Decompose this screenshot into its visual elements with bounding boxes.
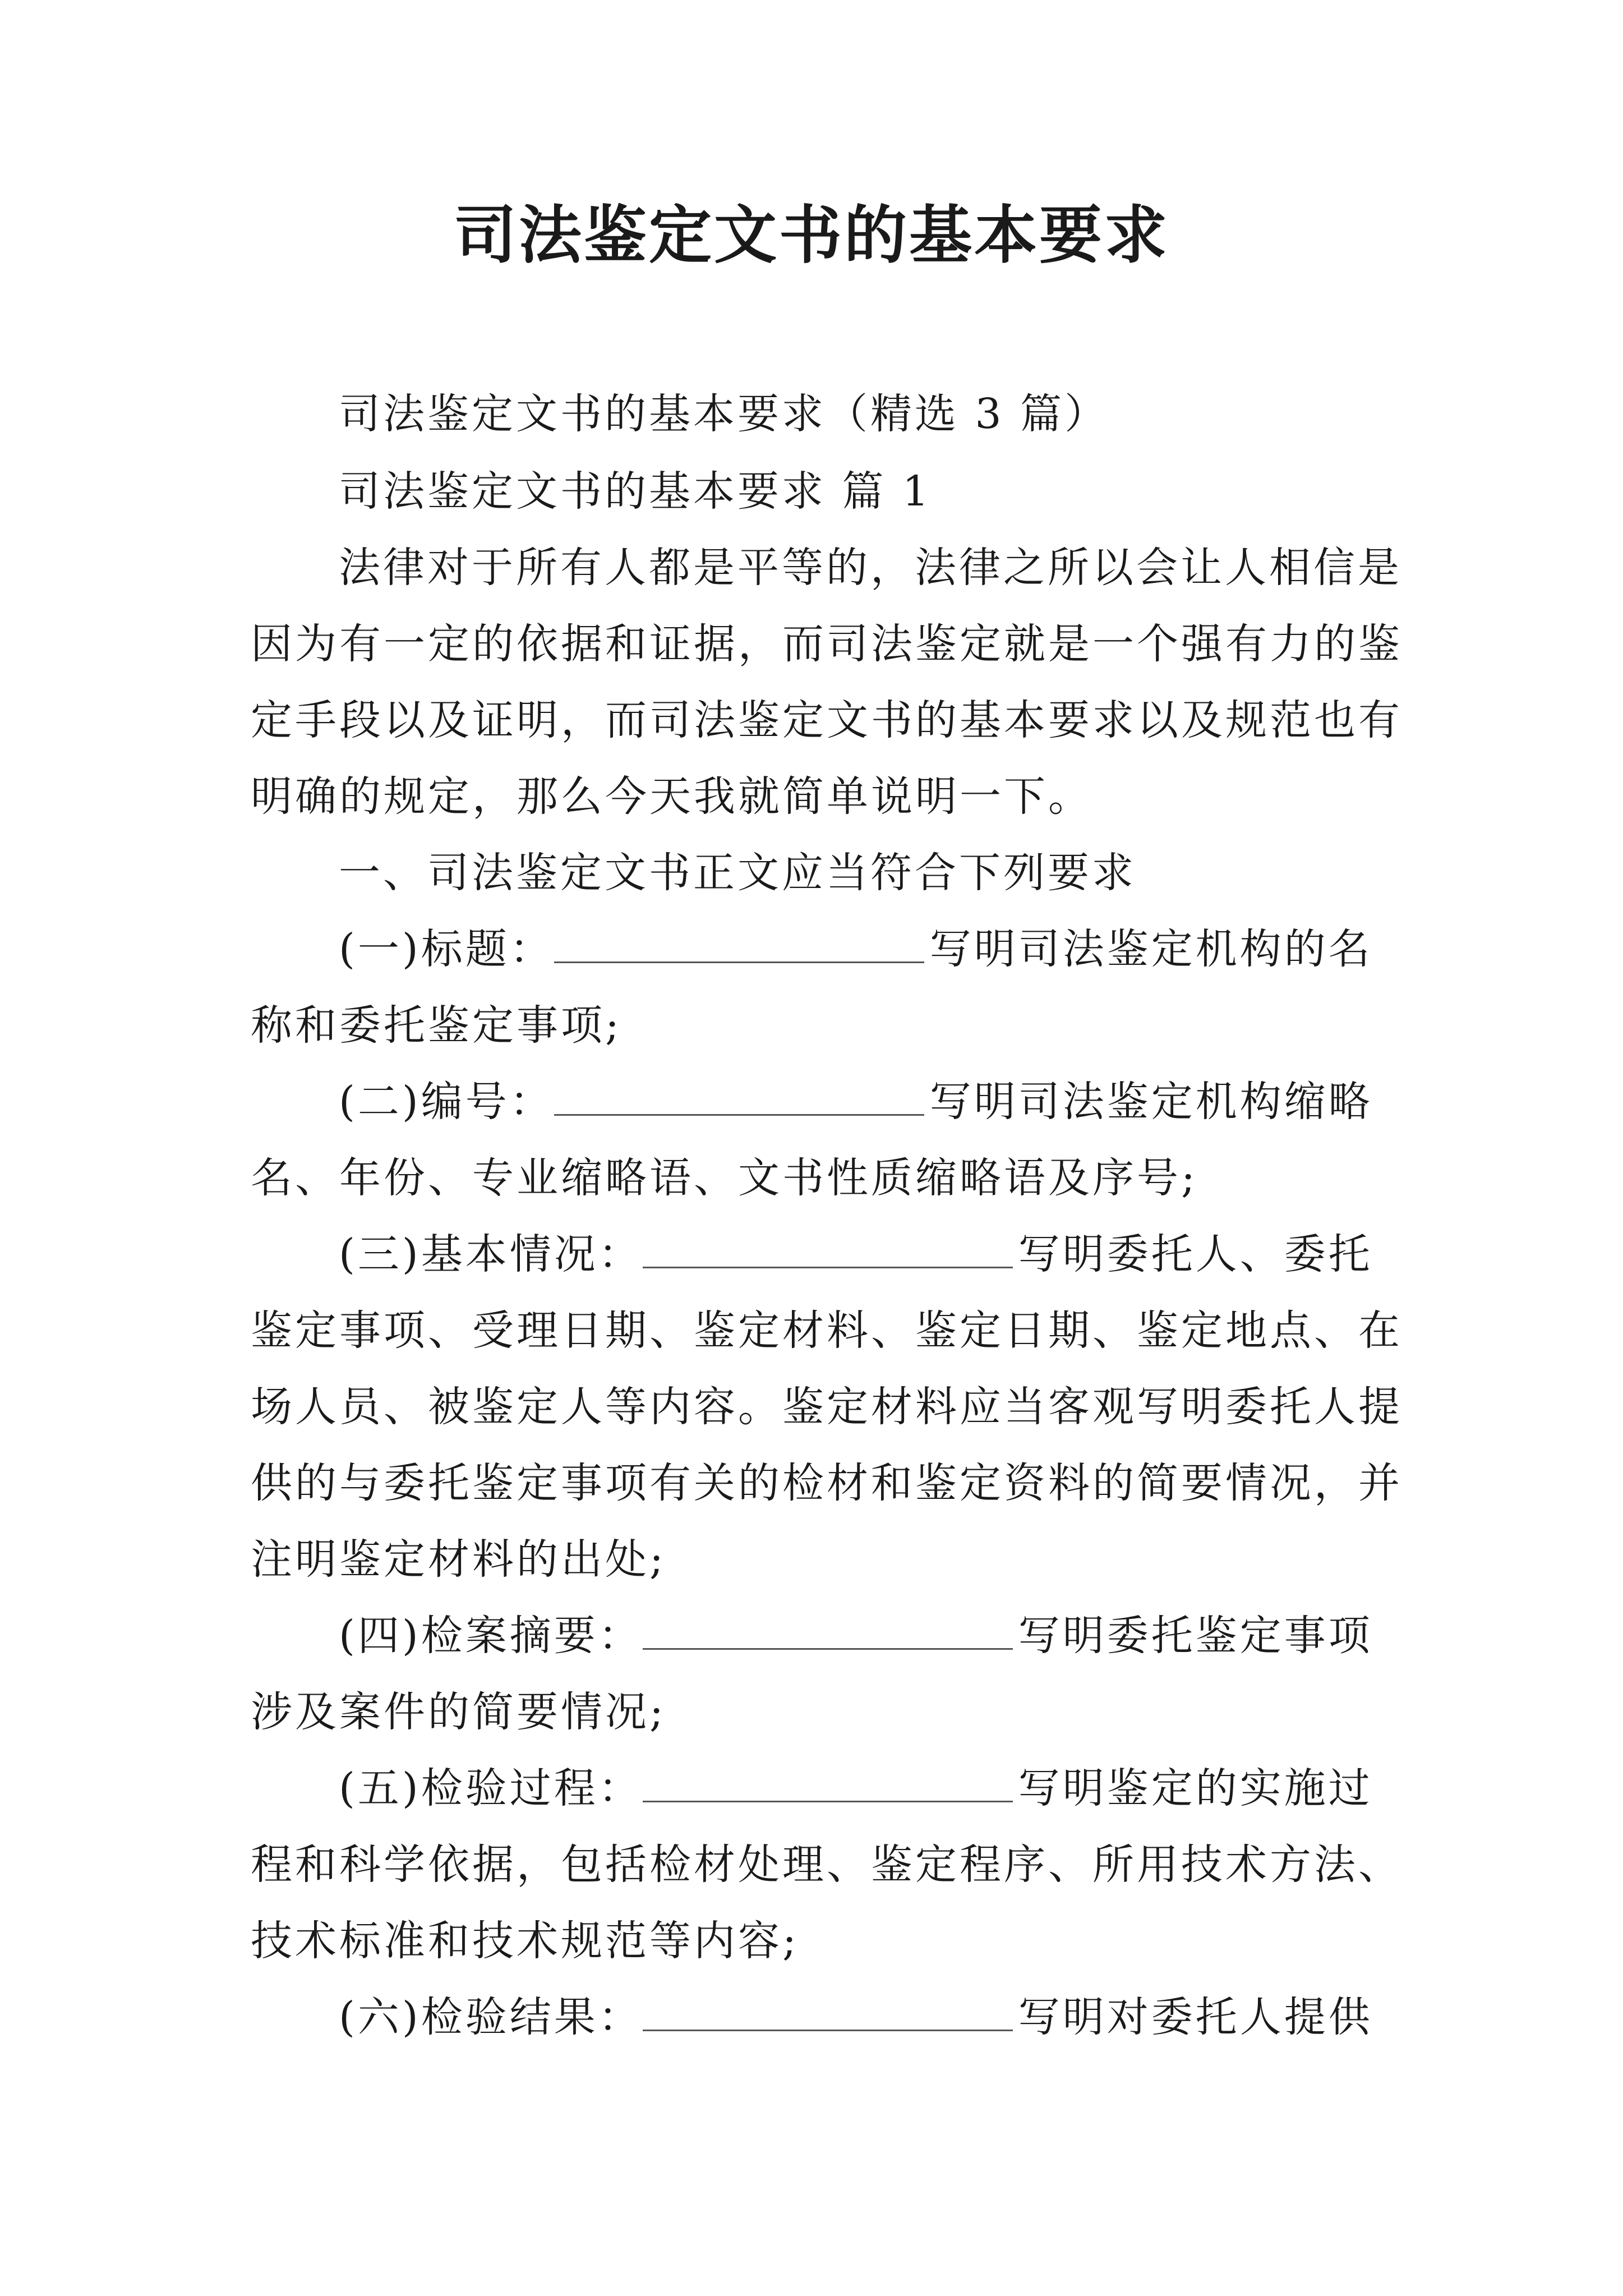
item-continuation: 称和委托鉴定事项;	[251, 1001, 622, 1050]
item-text: 写明对委托人提供	[1018, 1993, 1373, 2041]
intro-line: 因为有一定的依据和证据，而司法鉴定就是一个强有力的鉴	[251, 620, 1403, 668]
list-item	[339, 1760, 1373, 1816]
intro-line: 明确的规定，那么今天我就简单说明一下。	[251, 772, 1092, 821]
item-continuation: 注明鉴定材料的出处;	[251, 1535, 666, 1584]
item-text: 写明鉴定的实施过	[1018, 1764, 1373, 1812]
list-item	[339, 1074, 1373, 1130]
item-label: (五)检验过程：	[339, 1764, 643, 1812]
item-label: (二)编号：	[339, 1078, 554, 1126]
fill-in-blank	[643, 1614, 1013, 1650]
list-item	[339, 921, 1373, 977]
list-item	[339, 1989, 1373, 2045]
list-item	[339, 1226, 1373, 1282]
intro-line: 定手段以及证明，而司法鉴定文书的基本要求以及规范也有	[251, 696, 1403, 744]
fill-in-blank	[643, 1233, 1013, 1268]
item-text: 写明司法鉴定机构的名	[929, 925, 1373, 973]
item-continuation: 场人员、被鉴定人等内容。鉴定材料应当客观写明委托人提	[251, 1383, 1403, 1431]
item-label: (三)基本情况：	[339, 1230, 643, 1278]
list-item	[339, 1608, 1373, 1664]
item-continuation: 技术标准和技术规范等内容;	[251, 1917, 799, 1965]
intro-line: 法律对于所有人都是平等的，法律之所以会让人相信是	[339, 544, 1402, 592]
item-label: (六)检验结果：	[339, 1993, 643, 2041]
item-label: (一)标题：	[339, 925, 554, 973]
item-label: (四)检案摘要：	[339, 1612, 643, 1660]
item-text: 写明司法鉴定机构缩略	[929, 1078, 1373, 1126]
fill-in-blank	[554, 1080, 924, 1116]
fill-in-blank	[643, 1767, 1013, 1802]
fill-in-blank	[554, 928, 924, 963]
item-text: 写明委托鉴定事项	[1018, 1612, 1373, 1660]
section-heading: 一、司法鉴定文书正文应当符合下列要求	[339, 849, 1136, 897]
item-text: 写明委托人、委托	[1018, 1230, 1373, 1278]
item-continuation: 鉴定事项、受理日期、鉴定材料、鉴定日期、鉴定地点、在	[251, 1306, 1403, 1355]
part-heading: 司法鉴定文书的基本要求 篇 1	[339, 467, 932, 516]
page-title: 司法鉴定文书的基本要求	[454, 199, 1169, 272]
subtitle: 司法鉴定文书的基本要求（精选 3 篇）	[339, 390, 1109, 438]
item-continuation: 涉及案件的简要情况;	[251, 1688, 666, 1736]
item-continuation: 程和科学依据，包括检材处理、鉴定程序、所用技术方法、	[251, 1841, 1403, 1889]
fill-in-blank	[643, 1996, 1013, 2031]
item-continuation: 供的与委托鉴定事项有关的检材和鉴定资料的简要情况，并	[251, 1459, 1403, 1507]
item-continuation: 名、年份、专业缩略语、文书性质缩略语及序号;	[251, 1154, 1198, 1202]
